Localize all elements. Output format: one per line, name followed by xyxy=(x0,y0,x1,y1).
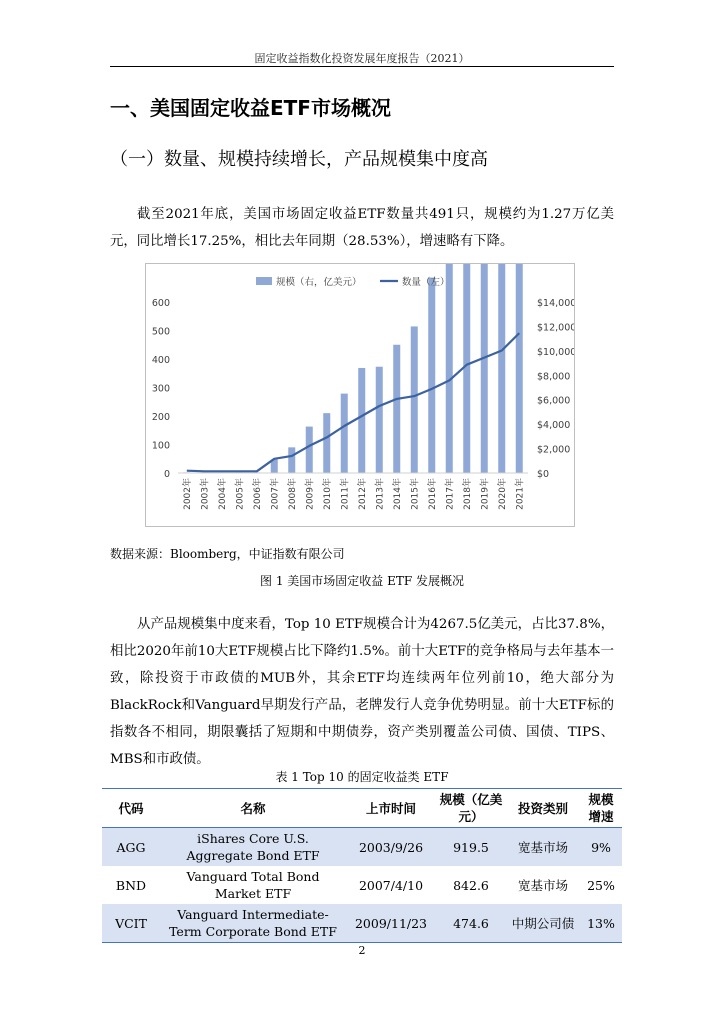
cell-date: 2009/11/23 xyxy=(346,904,436,943)
header-rule xyxy=(110,66,614,67)
x-axis-category-label: 2005年 xyxy=(235,478,246,510)
x-axis-category-label: 2003年 xyxy=(200,478,211,510)
col-header-category: 投资类别 xyxy=(506,789,580,828)
col-header-code: 代码 xyxy=(102,789,160,828)
figure-caption: 图 1 美国市场固定收益 ETF 发展概况 xyxy=(260,574,464,588)
cell-growth: 13% xyxy=(580,904,622,943)
cell-code: VCIT xyxy=(102,904,160,943)
cell-size: 842.6 xyxy=(453,877,489,893)
legend-label-size: 规模（右，亿美元） xyxy=(276,277,362,288)
figure-source: 数据来源：Bloomberg，中证指数有限公司 xyxy=(110,547,345,561)
etf-development-chart xyxy=(146,264,574,526)
x-axis-category-label: 2008年 xyxy=(287,478,298,510)
bar-size xyxy=(428,278,435,473)
cell-code: AGG xyxy=(102,828,160,867)
top10-etf-table xyxy=(102,788,622,943)
cell-category: 宽基市场 xyxy=(517,877,568,893)
legend-label-count: 数量（左） xyxy=(402,277,450,288)
cell-date: 2003/9/26 xyxy=(346,828,436,867)
legend-swatch-size xyxy=(256,277,272,285)
left-axis-tick-label: 200 xyxy=(151,412,170,423)
bar-size xyxy=(498,264,505,473)
bar-size xyxy=(411,326,418,473)
section-heading: 一、美国固定收益ETF市场概况 xyxy=(110,96,391,120)
x-axis-category-label: 2021年 xyxy=(515,478,526,510)
bar-size xyxy=(463,264,470,473)
left-axis-tick-label: 300 xyxy=(151,383,170,395)
cell-date: 2007/4/10 xyxy=(358,877,424,893)
x-axis-category-label: 2013年 xyxy=(375,478,386,510)
cell-name: iShares Core U.S. Aggregate Bond ETF xyxy=(160,828,346,867)
bar-size xyxy=(376,367,383,473)
left-axis-tick-label: 100 xyxy=(151,440,170,452)
bar-size xyxy=(323,413,330,473)
table-row xyxy=(102,904,622,943)
right-axis-tick-label: $8,000 xyxy=(537,371,571,383)
bar-size xyxy=(516,264,523,473)
running-header: 固定收益指数化投资发展年度报告（2021） xyxy=(254,52,470,65)
left-axis-tick-label: 600 xyxy=(151,298,170,309)
x-axis-category-label: 2011年 xyxy=(340,478,351,510)
x-axis-category-label: 2015年 xyxy=(410,478,421,510)
cell-name: Vanguard Total Bond Market ETF xyxy=(186,869,320,901)
cell-name: Vanguard Intermediate-Term Corporate Bond ETF xyxy=(160,904,346,943)
bar-size xyxy=(341,394,348,473)
right-axis-tick-label: $14,000 xyxy=(537,298,574,309)
cell-size: 919.5 xyxy=(436,828,506,867)
col-header-date: 上市时间 xyxy=(346,789,436,828)
x-axis-category-label: 2004年 xyxy=(217,478,228,510)
table-caption: 表 1 Top 10 的固定收益类 ETF xyxy=(275,770,449,784)
cell-category: 宽基市场 xyxy=(506,828,580,867)
right-axis-tick-label: $0 xyxy=(537,469,550,480)
right-axis-tick-label: $4,000 xyxy=(537,420,571,432)
col-header-name: 名称 xyxy=(160,789,346,828)
cell-size: 474.6 xyxy=(436,904,506,943)
bar-size xyxy=(481,264,488,473)
cell-code: BND xyxy=(115,877,147,893)
paragraph-intro: 截至2021年底，美国市场固定收益ETF数量共491只，规模约为1.27万亿美元，同比增长17.25%，相比去年同期（28.53%），增速略有下降。 xyxy=(110,207,614,249)
paragraph-concentration: 从产品规模集中度来看，Top 10 ETF规模合计为4267.5亿美元，占比37.8%，相比2020年前10大ETF规模占比下降约1.5%。前十大ETF的竞争格局与去年基本一致，除投资于市政债的MUB外，其余ETF均连续两年位列前10，绝大部分为BlackRock和Vanguard早期发行产品，老牌发行人竞争优势明显。前十大ETF标的指数各不相同，期限囊括了短期和中期债券，资产类别覆盖公司债、国债、TIPS、MBS和市政债。 xyxy=(110,617,614,767)
col-header-growth: 规模增速 xyxy=(580,789,622,828)
left-axis-tick-label: 400 xyxy=(151,355,170,366)
right-axis-tick-label: $2,000 xyxy=(537,444,571,456)
x-axis-category-label: 2020年 xyxy=(497,478,508,510)
right-axis-tick-label: $10,000 xyxy=(537,346,574,358)
table-header-row xyxy=(102,789,622,828)
cell-growth: 9% xyxy=(580,828,622,867)
table-row xyxy=(102,866,622,904)
bar-size xyxy=(358,368,365,473)
bar-size xyxy=(393,345,400,473)
x-axis-category-label: 2010年 xyxy=(322,478,333,510)
left-axis-tick-label: 0 xyxy=(163,469,170,480)
x-axis-category-label: 2019年 xyxy=(480,478,491,510)
bar-size xyxy=(288,447,295,473)
bar-size xyxy=(446,264,453,473)
chart-frame xyxy=(145,263,575,527)
table-row xyxy=(102,828,622,867)
x-axis-category-label: 2014年 xyxy=(392,478,403,510)
col-header-size: 规模（亿美元） xyxy=(436,789,506,828)
x-axis-category-label: 2006年 xyxy=(252,478,263,510)
x-axis-category-label: 2018年 xyxy=(462,478,473,510)
x-axis-category-label: 2017年 xyxy=(445,478,456,510)
right-axis-tick-label: $12,000 xyxy=(537,322,574,334)
x-axis-category-label: 2012年 xyxy=(357,478,368,510)
cell-growth: 25% xyxy=(587,877,615,893)
x-axis-category-label: 2007年 xyxy=(270,478,281,510)
right-axis-tick-label: $6,000 xyxy=(537,395,571,407)
page-number: 2 xyxy=(358,944,366,957)
left-axis-tick-label: 500 xyxy=(151,326,170,338)
x-axis-category-label: 2016年 xyxy=(427,478,438,510)
bar-size xyxy=(306,427,313,473)
section-subheading: （一）数量、规模持续增长，产品规模集中度高 xyxy=(110,149,488,170)
cell-category: 中期公司债 xyxy=(506,904,580,943)
x-axis-category-label: 2009年 xyxy=(305,478,316,510)
x-axis-category-label: 2002年 xyxy=(182,478,193,510)
